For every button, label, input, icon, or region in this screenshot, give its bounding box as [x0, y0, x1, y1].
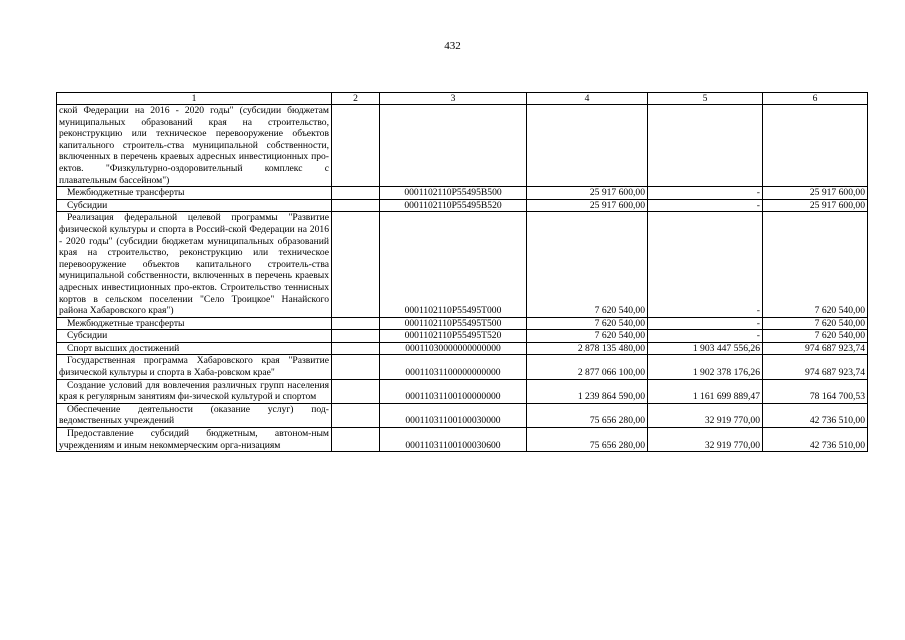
item-amount-col5: - — [648, 330, 763, 343]
item-code: 0001102110P55495T520 — [380, 330, 527, 343]
item-amount-col5: 1 161 699 889,47 — [648, 379, 763, 403]
item-amount-col6: 42 736 510,00 — [763, 403, 868, 427]
table-row — [57, 355, 868, 379]
item-amount-col5: 1 903 447 556,26 — [648, 342, 763, 355]
table-row — [57, 403, 868, 427]
item-amount-col5: - — [648, 212, 763, 317]
item-description: Обеспечение деятельности (оказание услуг) под-ведомственных учреждений — [57, 403, 332, 427]
item-amount-col4: 75 656 280,00 — [527, 428, 648, 452]
item-amount-col6: 25 917 600,00 — [763, 199, 868, 212]
item-col2 — [332, 403, 380, 427]
item-col2 — [332, 199, 380, 212]
item-amount-col4: 2 877 066 100,00 — [527, 355, 648, 379]
item-amount-col4: 7 620 540,00 — [527, 317, 648, 330]
item-amount-col5: 32 919 770,00 — [648, 428, 763, 452]
item-amount-col4: 2 878 135 480,00 — [527, 342, 648, 355]
item-col2 — [332, 379, 380, 403]
item-amount-col6: 25 917 600,00 — [763, 187, 868, 200]
item-description: Предоставление субсидий бюджетным, автоном-ным учреждениям и иным некоммерческим орга-низациям — [57, 428, 332, 452]
item-amount-col6: 7 620 540,00 — [763, 330, 868, 343]
table-header-row — [57, 93, 868, 105]
table-row — [57, 428, 868, 452]
column-header: 4 — [527, 93, 648, 105]
item-col2 — [332, 105, 380, 187]
item-amount-col4: 75 656 280,00 — [527, 403, 648, 427]
item-code: 00011031100000000000 — [380, 355, 527, 379]
table-row — [57, 342, 868, 355]
item-amount-col5: - — [648, 317, 763, 330]
item-code: 0001102110P55495B520 — [380, 199, 527, 212]
item-code: 00011031100100000000 — [380, 379, 527, 403]
column-header: 3 — [380, 93, 527, 105]
item-description: Реализация федеральной целевой программы "Развитие физической культуры и спорта в Россий-ской Федерации на 2016 - 2020 годы" (субсидии бюджетам муниципальных образований края на строительство, реконструкцию или техническое перевооружение объектов капитального строитель-ства муниципальной собственности, включенных в перечень краевых адресных инвестиционных про-ектов. Строительство теннисных кортов в сельском поселении "Село Троицкое" Нанайского района Хабаровского края") — [57, 212, 332, 317]
item-col2 — [332, 330, 380, 343]
item-description: Субсидии — [57, 199, 332, 212]
item-amount-col6: 42 736 510,00 — [763, 428, 868, 452]
table-row — [57, 330, 868, 343]
item-description: Межбюджетные трансферты — [57, 317, 332, 330]
item-code: 00011031100100030600 — [380, 428, 527, 452]
table-row — [57, 379, 868, 403]
item-code — [380, 105, 527, 187]
item-amount-col4: 7 620 540,00 — [527, 330, 648, 343]
item-amount-col6: 7 620 540,00 — [763, 212, 868, 317]
budget-table — [56, 92, 868, 452]
item-amount-col6: 78 164 700,53 — [763, 379, 868, 403]
item-amount-col6: 7 620 540,00 — [763, 317, 868, 330]
table-row — [57, 187, 868, 200]
item-code: 0001102110P55495T000 — [380, 212, 527, 317]
item-amount-col5 — [648, 105, 763, 187]
column-header: 2 — [332, 93, 380, 105]
table-row — [57, 199, 868, 212]
column-header: 5 — [648, 93, 763, 105]
column-header: 6 — [763, 93, 868, 105]
item-col2 — [332, 317, 380, 330]
item-col2 — [332, 428, 380, 452]
item-col2 — [332, 212, 380, 317]
item-code: 0001102110P55495T500 — [380, 317, 527, 330]
table-row — [57, 317, 868, 330]
item-amount-col6: 974 687 923,74 — [763, 355, 868, 379]
column-header: 1 — [57, 93, 332, 105]
item-amount-col5: - — [648, 187, 763, 200]
item-amount-col4 — [527, 105, 648, 187]
item-description: Межбюджетные трансферты — [57, 187, 332, 200]
item-amount-col5: 1 902 378 176,26 — [648, 355, 763, 379]
item-description: ской Федерации на 2016 - 2020 годы" (субсидии бюджетам муниципальных образований края на строительство, реконструкцию или техническое перевооружение объектов капитального строитель-ства муниципальной собственности, включенных в перечень краевых адресных инвестиционных про-ектов. "Физкультурно-оздоровительный комплекс с плавательным бассейном") — [57, 105, 332, 187]
item-amount-col6 — [763, 105, 868, 187]
table-row — [57, 105, 868, 187]
item-col2 — [332, 342, 380, 355]
item-col2 — [332, 187, 380, 200]
page-number: 432 — [444, 40, 461, 52]
item-amount-col5: - — [648, 199, 763, 212]
item-code: 00011031100100030000 — [380, 403, 527, 427]
item-amount-col4: 25 917 600,00 — [527, 187, 648, 200]
item-amount-col4: 25 917 600,00 — [527, 199, 648, 212]
item-description: Государственная программа Хабаровского края "Развитие физической культуры и спорта в Хаба-ровском крае" — [57, 355, 332, 379]
item-description: Субсидии — [57, 330, 332, 343]
item-amount-col4: 7 620 540,00 — [527, 212, 648, 317]
item-code: 0001102110P55495B500 — [380, 187, 527, 200]
item-amount-col6: 974 687 923,74 — [763, 342, 868, 355]
item-amount-col5: 32 919 770,00 — [648, 403, 763, 427]
item-description: Создание условий для вовлечения различных групп населения края к регулярным занятиям фи-зической культурой и спортом — [57, 379, 332, 403]
item-description: Спорт высших достижений — [57, 342, 332, 355]
item-amount-col4: 1 239 864 590,00 — [527, 379, 648, 403]
item-code: 00011030000000000000 — [380, 342, 527, 355]
item-col2 — [332, 355, 380, 379]
table-row — [57, 212, 868, 317]
